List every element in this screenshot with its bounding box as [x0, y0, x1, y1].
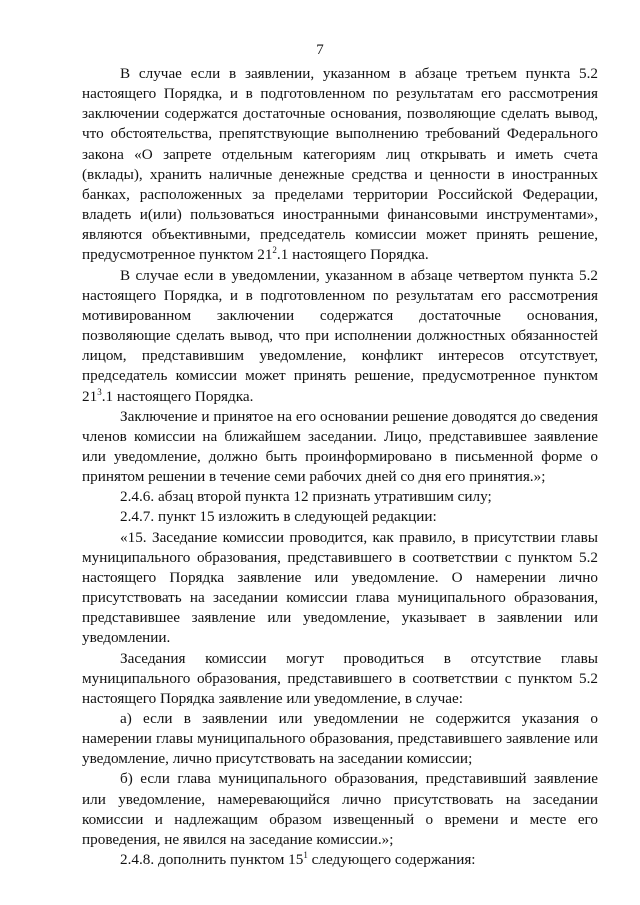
paragraph-point-15: «15. Заседание комиссии проводится, как правило, в присутствии главы муниципального образования, представившего в соответствии с пунктом 5.2 настоящего Порядка заявление или уведомление. О намерении лично присутствовать на заседании комиссии глава муниципального образования, представившее заявление или уведомление, указывает в заявлении или уведомлении. — [82, 528, 598, 647]
superscript: 1 — [303, 850, 308, 861]
paragraph-text: 2.4.8. дополнить пунктом 15 — [120, 851, 304, 869]
superscript: 2 — [272, 245, 277, 256]
paragraph-conclusion-notice: Заключение и принятое на его основании решение доводятся до сведения членов комиссии на ближайшем заседании. Лицо, представившее заявление или уведомление, должно быть проинформировано в письменной форме о принятом решении в течение семи рабочих дней со дня его принятия.»; — [82, 407, 598, 486]
paragraph-item-2-4-6: 2.4.6. абзац второй пункта 12 признать утратившим силу; — [120, 488, 492, 506]
paragraph-tail: .1 настоящего Порядка. — [101, 387, 254, 405]
paragraph-item-2-4-7: 2.4.7. пункт 15 изложить в следующей редакции: — [120, 508, 437, 526]
paragraph-statement-case — [82, 64, 598, 266]
paragraph-subitem-a: а) если в заявлении или уведомлении не содержится указания о намерении главы муниципального образования, представившего заявление или уведомление, лично присутствовать на заседании комиссии; — [82, 710, 598, 768]
paragraph-text: В случае если в уведомлении, указанном в абзаце четвертом пункта 5.2 настоящего Порядка, и в подготовленном по результатам его рассмотрения мотивированном заключении содержатся достаточные основания, позволяющие сделать вывод, что при исполнении должностных обязанностей лицом, представившим уведомление, конфликт интересов отсутствует, председатель комиссии может принять решение, предусмотренное пунктом 21 — [82, 266, 598, 405]
document-body — [82, 64, 598, 870]
superscript: 3 — [97, 386, 102, 397]
paragraph-item-2-4-8 — [82, 850, 598, 870]
paragraph-text: В случае если в заявлении, указанном в абзаце третьем пункта 5.2 настоящего Порядка, и в подготовленном по результатам его рассмотрения заключении содержатся достаточные основания, позволяющие сделать вывод, что обстоятельства, препятствующие выполнению требований Федерального закона «О запрете отдельным категориям лиц открывать и иметь счета (вклады), хранить наличные денежные средства и ценности в иностранных банках, расположенных за пределами территории Российской Федерации, владеть и(или) пользоваться иностранными финансовыми инструментами», являются объективными, председатель комиссии может принять решение, предусмотренное пунктом 21 — [82, 65, 598, 264]
paragraph-meeting-absence: Заседания комиссии могут проводиться в отсутствие главы муниципального образования, представившего в соответствии с пунктом 5.2 настоящего Порядка заявление или уведомление, в случае: — [82, 649, 598, 707]
paragraph-tail: следующего содержания: — [307, 851, 476, 869]
paragraph-tail: .1 настоящего Порядка. — [276, 246, 429, 264]
paragraph-subitem-b: б) если глава муниципального образования, представивший заявление или уведомление, намеревающийся лично присутствовать на заседании комиссии и надлежащим образом извещенный о времени и месте его проведения, не явился на заседание комиссии.»; — [82, 770, 598, 848]
paragraph-notification-case — [82, 266, 598, 407]
page-number: 7 — [316, 42, 324, 58]
